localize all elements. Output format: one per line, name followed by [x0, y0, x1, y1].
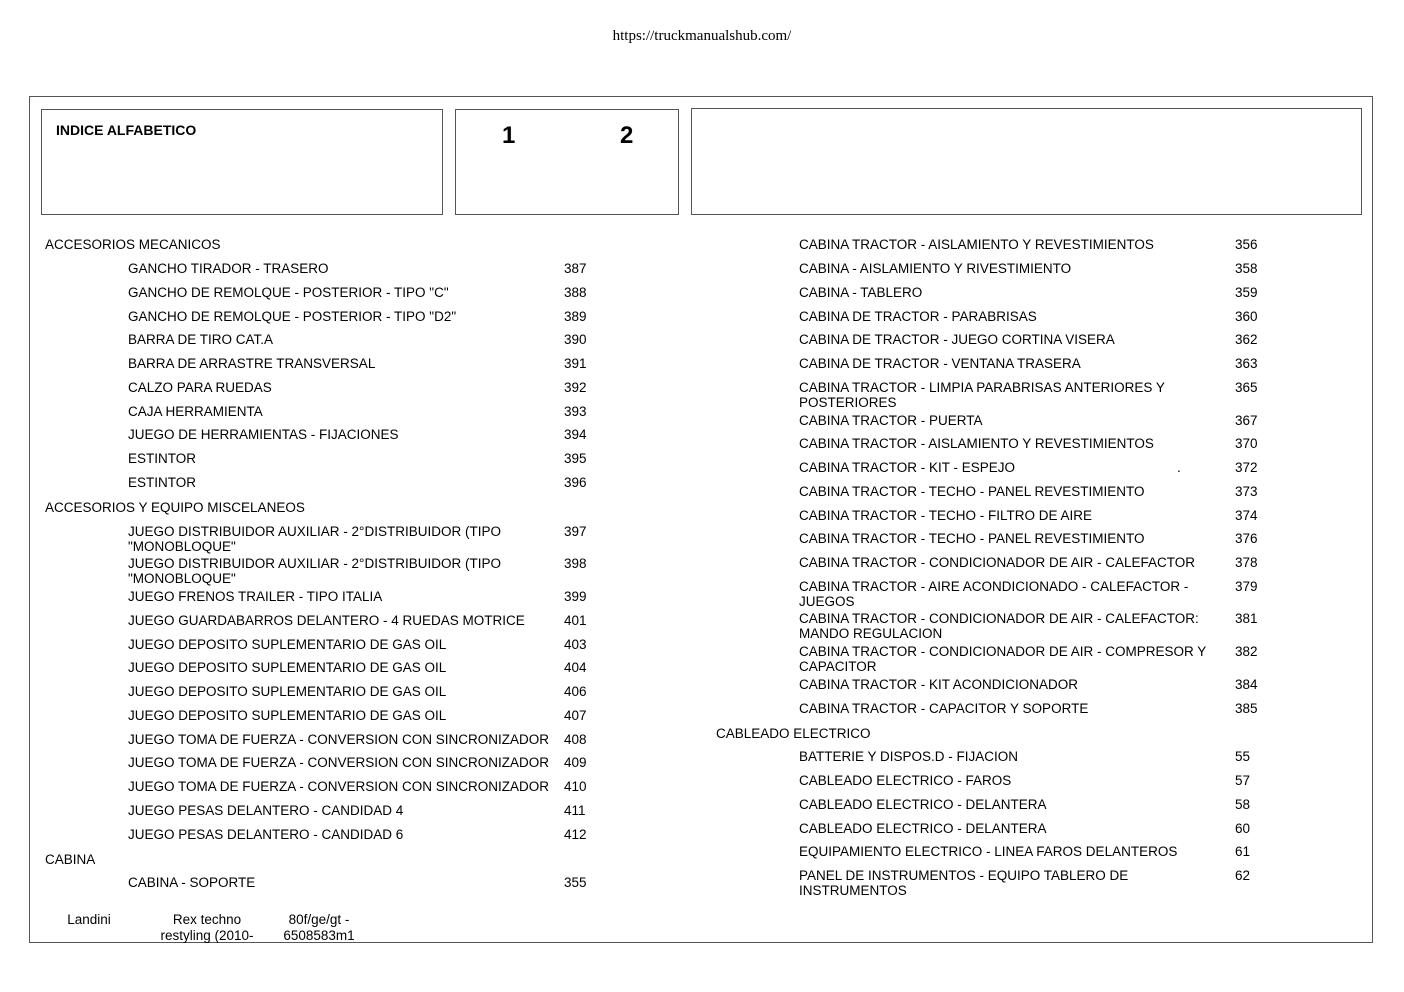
index-entry: CABINA DE TRACTOR - JUEGO CORTINA VISERA: [799, 332, 1115, 347]
index-entry: CABINA TRACTOR - AISLAMIENTO Y REVESTIMIENTOS: [799, 436, 1154, 451]
page-number: 372: [1235, 460, 1258, 475]
index-entry: GANCHO DE REMOLQUE - POSTERIOR - TIPO "C": [128, 285, 449, 300]
index-entry-continuation: "MONOBLOQUE": [128, 571, 236, 586]
index-entry: JUEGO PESAS DELANTERO - CANDIDAD 4: [128, 803, 404, 818]
index-entry: JUEGO DE HERRAMIENTAS - FIJACIONES: [128, 427, 399, 442]
index-entry: JUEGO GUARDABARROS DELANTERO - 4 RUEDAS MOTRICE: [128, 613, 525, 628]
page-number: 362: [1235, 332, 1258, 347]
section-heading: CABLEADO ELECTRICO: [716, 726, 871, 741]
page-number: 403: [564, 637, 587, 652]
index-entry: BATTERIE Y DISPOS.D - FIJACION: [799, 749, 1019, 764]
index-entry: CABLEADO ELECTRICO - FAROS: [799, 773, 1012, 788]
index-entry: JUEGO DEPOSITO SUPLEMENTARIO DE GAS OIL: [128, 660, 447, 675]
page-number-right: 2: [620, 122, 634, 149]
page-number: 398: [564, 556, 587, 571]
page-number: 382: [1235, 644, 1258, 659]
index-entry: CABINA DE TRACTOR - VENTANA TRASERA: [799, 356, 1081, 371]
index-entry-continuation: "MONOBLOQUE": [128, 539, 236, 554]
page-number: 55: [1235, 749, 1251, 764]
page-number: 412: [564, 827, 587, 842]
page-number: 359: [1235, 285, 1258, 300]
page-number: 58: [1235, 797, 1251, 812]
section-heading: ACCESORIOS Y EQUIPO MISCELANEOS: [45, 500, 305, 515]
page-number: 395: [564, 451, 587, 466]
source-url[interactable]: https://truckmanualshub.com/: [612, 28, 792, 44]
page-number: 365: [1235, 380, 1258, 395]
index-entry: JUEGO PESAS DELANTERO - CANDIDAD 6: [128, 827, 404, 842]
index-entry: BARRA DE ARRASTRE TRANSVERSAL: [128, 356, 376, 371]
index-entry-continuation: JUEGOS: [799, 594, 855, 609]
page-number: 411: [564, 803, 586, 818]
index-entry: BARRA DE TIRO CAT.A: [128, 332, 274, 347]
page-number: 408: [564, 732, 587, 747]
index-entry: ESTINTOR: [128, 451, 197, 466]
title-box: [41, 109, 443, 215]
page-number: 389: [564, 309, 587, 324]
page-number: 60: [1235, 821, 1251, 836]
index-entry: CABINA TRACTOR - CONDICIONADOR DE AIR - COMPRESOR Y: [799, 644, 1207, 659]
index-entry: CABINA TRACTOR - CONDICIONADOR DE AIR - CALEFACTOR:: [799, 611, 1199, 626]
section-heading: CABINA: [45, 852, 96, 867]
index-entry: CABINA - SOPORTE: [128, 875, 256, 890]
index-entry: CABINA TRACTOR - LIMPIA PARABRISAS ANTERIORES Y: [799, 380, 1165, 395]
page-number: 401: [564, 613, 587, 628]
footer-brand: Landini: [67, 912, 111, 927]
page-number: 363: [1235, 356, 1258, 371]
index-entry: CABINA - TABLERO: [799, 285, 923, 300]
index-entry: EQUIPAMIENTO ELECTRICO - LINEA FAROS DELANTEROS: [799, 844, 1178, 859]
page-number: 392: [564, 380, 587, 395]
index-entry: CABINA TRACTOR - KIT ACONDICIONADOR: [799, 677, 1079, 692]
page-number: 61: [1235, 844, 1251, 859]
index-entry: JUEGO TOMA DE FUERZA - CONVERSION CON SINCRONIZADOR: [128, 732, 550, 747]
page-number: 381: [1235, 611, 1258, 626]
page-number: 410: [564, 779, 587, 794]
index-entry-continuation: INSTRUMENTOS: [799, 883, 907, 898]
index-entry: JUEGO DISTRIBUIDOR AUXILIAR - 2°DISTRIBUIDOR (TIPO: [128, 524, 501, 539]
page-number: 394: [564, 427, 587, 442]
index-entry: CABINA - AISLAMIENTO Y RIVESTIMIENTO: [799, 261, 1072, 276]
leader-dot: .: [1177, 460, 1181, 475]
index-entry: JUEGO FRENOS TRAILER - TIPO ITALIA: [128, 589, 383, 604]
page-number: 387: [564, 261, 587, 276]
index-entry: GANCHO TIRADOR - TRASERO: [128, 261, 329, 276]
index-entry-continuation: POSTERIORES: [799, 395, 897, 410]
page-number: 399: [564, 589, 587, 604]
footer-code-line-2: 6508583m1: [283, 928, 355, 943]
blank-header-box: [691, 108, 1362, 215]
index-entry: CABINA TRACTOR - TECHO - PANEL REVESTIMIENTO: [799, 484, 1145, 499]
index-entry: CABINA TRACTOR - CAPACITOR Y SOPORTE: [799, 701, 1089, 716]
index-entry: JUEGO DISTRIBUIDOR AUXILIAR - 2°DISTRIBUIDOR (TIPO: [128, 556, 501, 571]
page-number: 356: [1235, 237, 1258, 252]
index-entry: JUEGO TOMA DE FUERZA - CONVERSION CON SINCRONIZADOR: [128, 779, 550, 794]
footer-model-line-1: Rex techno: [172, 912, 242, 927]
index-entry: CABINA TRACTOR - KIT - ESPEJO: [799, 460, 1016, 475]
index-entry: CABINA TRACTOR - AIRE ACONDICIONADO - CALEFACTOR -: [799, 579, 1189, 594]
footer-model-line-2: restyling (2010-: [160, 928, 254, 943]
page-number: 355: [564, 875, 587, 890]
index-entry: CABINA TRACTOR - PUERTA: [799, 413, 983, 428]
page-number: 409: [564, 755, 587, 770]
page-number: 407: [564, 708, 587, 723]
index-title: INDICE ALFABETICO: [56, 122, 197, 138]
footer-code-line-1: 80f/ge/gt -: [288, 912, 350, 927]
section-heading: ACCESORIOS MECANICOS: [45, 237, 221, 252]
index-entry: PANEL DE INSTRUMENTOS - EQUIPO TABLERO DE: [799, 868, 1129, 883]
index-entry: CABINA TRACTOR - CONDICIONADOR DE AIR - CALEFACTOR: [799, 555, 1196, 570]
page-numbers-box: [455, 109, 679, 215]
index-entry: CALZO PARA RUEDAS: [128, 380, 272, 395]
index-entry: CABLEADO ELECTRICO - DELANTERA: [799, 821, 1047, 836]
page-number-left: 1: [502, 122, 516, 149]
page-number: 373: [1235, 484, 1258, 499]
page-number: 384: [1235, 677, 1258, 692]
page-number: 393: [564, 404, 587, 419]
page-number: 379: [1235, 579, 1258, 594]
page-number: 57: [1235, 773, 1251, 788]
page-number: 376: [1235, 531, 1258, 546]
page-number: 391: [564, 356, 587, 371]
page-number: 360: [1235, 309, 1258, 324]
page-number: 358: [1235, 261, 1258, 276]
index-entry: CAJA HERRAMIENTA: [128, 404, 263, 419]
index-entry-continuation: MANDO REGULACION: [799, 626, 943, 641]
index-entry: JUEGO DEPOSITO SUPLEMENTARIO DE GAS OIL: [128, 684, 447, 699]
page-number: 390: [564, 332, 587, 347]
index-entry: CABINA DE TRACTOR - PARABRISAS: [799, 309, 1037, 324]
page-number: 388: [564, 285, 587, 300]
page-number: 397: [564, 524, 587, 539]
page-number: 378: [1235, 555, 1258, 570]
index-entry: GANCHO DE REMOLQUE - POSTERIOR - TIPO "D2": [128, 309, 457, 324]
page-number: 374: [1235, 508, 1258, 523]
page-number: 370: [1235, 436, 1258, 451]
page-number: 404: [564, 660, 587, 675]
index-entry-continuation: CAPACITOR: [799, 659, 877, 674]
index-entry: CABINA TRACTOR - AISLAMIENTO Y REVESTIMIENTOS: [799, 237, 1154, 252]
page-number: 62: [1235, 868, 1251, 883]
index-entry: CABLEADO ELECTRICO - DELANTERA: [799, 797, 1047, 812]
page-number: 396: [564, 475, 587, 490]
page-number: 406: [564, 684, 587, 699]
index-entry: JUEGO TOMA DE FUERZA - CONVERSION CON SINCRONIZADOR: [128, 755, 550, 770]
index-entry: JUEGO DEPOSITO SUPLEMENTARIO DE GAS OIL: [128, 637, 447, 652]
index-entry: JUEGO DEPOSITO SUPLEMENTARIO DE GAS OIL: [128, 708, 447, 723]
page-number: 385: [1235, 701, 1258, 716]
index-entry: CABINA TRACTOR - TECHO - PANEL REVESTIMIENTO: [799, 531, 1145, 546]
page-number: 367: [1235, 413, 1258, 428]
index-entry: CABINA TRACTOR - TECHO - FILTRO DE AIRE: [799, 508, 1093, 523]
index-entry: ESTINTOR: [128, 475, 197, 490]
